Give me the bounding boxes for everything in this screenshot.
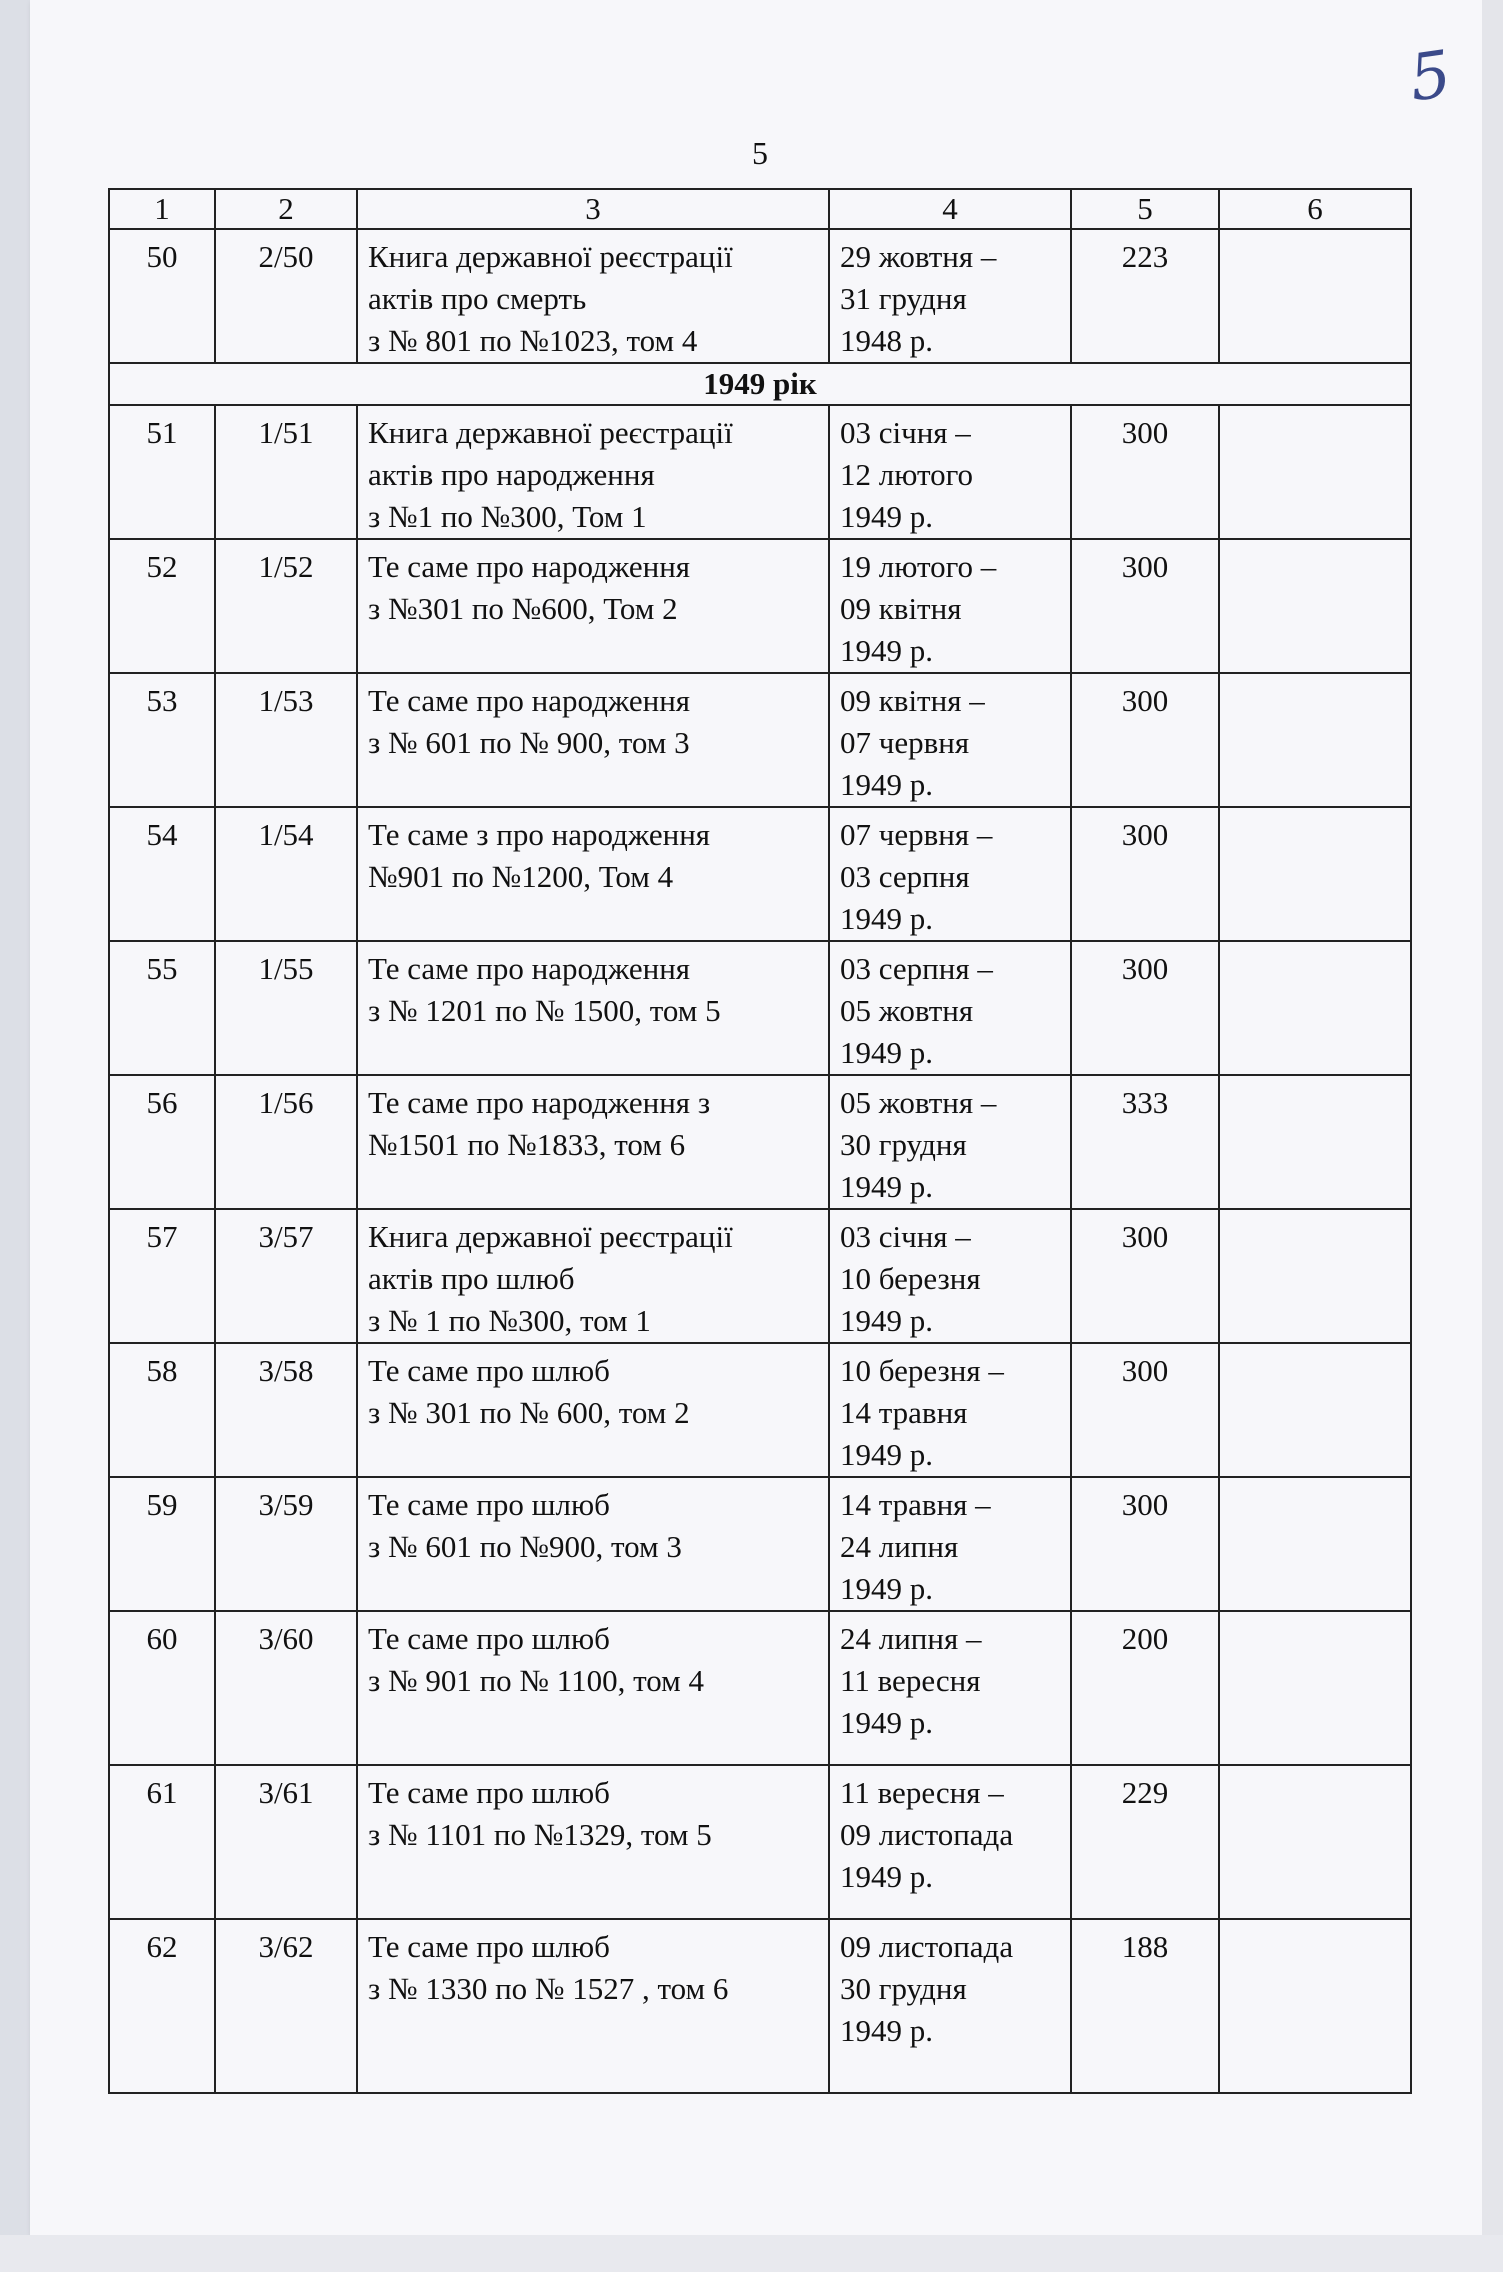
- date-range-line: 1949 р.: [840, 1437, 933, 1472]
- row-number-cell: 59: [109, 1477, 215, 1611]
- date-range-line: 1949 р.: [840, 901, 933, 936]
- date-range-line: 30 грудня: [840, 1127, 967, 1162]
- date-range-line: 14 травня: [840, 1395, 968, 1430]
- column-header: 3: [357, 189, 829, 229]
- date-range-line: 09 листопада: [840, 1929, 1014, 1964]
- file-title-line: Те саме про шлюб: [368, 1487, 610, 1522]
- row-number-cell: 50: [109, 229, 215, 363]
- table-row: [109, 539, 1411, 673]
- file-title-line: Те саме про народження: [368, 683, 691, 718]
- file-title-line: актів про шлюб: [368, 1261, 575, 1296]
- page-count-cell: 300: [1071, 1343, 1219, 1477]
- page-count-cell: 300: [1071, 941, 1219, 1075]
- file-title-cell: [357, 1343, 829, 1477]
- date-range-cell: [829, 539, 1071, 673]
- file-code-cell: 3/59: [215, 1477, 357, 1611]
- date-range-line: 1949 р.: [840, 767, 933, 802]
- table-row: [109, 405, 1411, 539]
- date-range-cell: [829, 1919, 1071, 2093]
- table-row: [109, 941, 1411, 1075]
- date-range-line: 1949 р.: [840, 633, 933, 668]
- file-title-line: Книга державної реєстрації: [368, 415, 733, 450]
- file-code-cell: 1/51: [215, 405, 357, 539]
- file-title-line: з №1 по №300, Том 1: [368, 499, 647, 534]
- year-section-label: 1949 рік: [109, 363, 1411, 405]
- file-title-cell: [357, 1919, 829, 2093]
- file-title-line: актів про смерть: [368, 281, 587, 316]
- handwritten-page-number: 5: [1405, 37, 1456, 117]
- date-range-line: 09 квітня: [840, 591, 962, 626]
- file-title-cell: [357, 229, 829, 363]
- printed-page-number: 5: [752, 135, 768, 171]
- file-title-cell: [357, 1209, 829, 1343]
- date-range-line: 1949 р.: [840, 1035, 933, 1070]
- file-title-line: Те саме про народження: [368, 549, 691, 584]
- table-row: [109, 1919, 1411, 2093]
- file-title-line: з №301 по №600, Том 2: [368, 591, 678, 626]
- note-cell: [1219, 673, 1411, 807]
- file-title-line: №901 по №1200, Том 4: [368, 859, 674, 894]
- file-title-cell: [357, 405, 829, 539]
- date-range-line: 09 листопада: [840, 1817, 1014, 1852]
- page-count-cell: 300: [1071, 1477, 1219, 1611]
- row-number-cell: 62: [109, 1919, 215, 2093]
- file-title-line: з № 601 по № 900, том 3: [368, 725, 690, 760]
- table-row: [109, 1765, 1411, 1919]
- file-title-line: Те саме про шлюб: [368, 1929, 610, 1964]
- date-range-line: 10 березня: [840, 1261, 981, 1296]
- column-header: 1: [109, 189, 215, 229]
- note-cell: [1219, 807, 1411, 941]
- file-title-line: з № 301 по № 600, том 2: [368, 1395, 690, 1430]
- date-range-line: 09 квітня –: [840, 683, 985, 718]
- file-title-line: з № 1201 по № 1500, том 5: [368, 993, 721, 1028]
- page-count-cell: 188: [1071, 1919, 1219, 2093]
- date-range-cell: [829, 229, 1071, 363]
- row-number-cell: 51: [109, 405, 215, 539]
- note-cell: [1219, 539, 1411, 673]
- date-range-cell: [829, 1477, 1071, 1611]
- date-range-line: 03 серпня –: [840, 951, 993, 986]
- file-code-cell: 3/57: [215, 1209, 357, 1343]
- file-title-cell: [357, 539, 829, 673]
- file-title-line: Книга державної реєстрації: [368, 1219, 733, 1254]
- page-bottom-edge: [0, 2235, 1503, 2272]
- file-title-line: Те саме про шлюб: [368, 1775, 610, 1810]
- file-title-line: з № 1101 по №1329, том 5: [368, 1817, 712, 1852]
- page-count-cell: 300: [1071, 807, 1219, 941]
- file-title-line: з № 601 по №900, том 3: [368, 1529, 682, 1564]
- date-range-line: 19 лютого –: [840, 549, 997, 584]
- row-number-cell: 53: [109, 673, 215, 807]
- page-count-cell: 300: [1071, 673, 1219, 807]
- note-cell: [1219, 1343, 1411, 1477]
- row-number-cell: 57: [109, 1209, 215, 1343]
- date-range-cell: [829, 1765, 1071, 1919]
- column-header-row: [109, 189, 1411, 229]
- file-title-cell: [357, 1611, 829, 1765]
- date-range-cell: [829, 405, 1071, 539]
- column-header: 5: [1071, 189, 1219, 229]
- page-count-cell: 333: [1071, 1075, 1219, 1209]
- file-title-line: з № 1 по №300, том 1: [368, 1303, 651, 1338]
- file-code-cell: 3/58: [215, 1343, 357, 1477]
- page-count-cell: 300: [1071, 405, 1219, 539]
- date-range-cell: [829, 1611, 1071, 1765]
- file-title-line: №1501 по №1833, том 6: [368, 1127, 686, 1162]
- row-number-cell: 55: [109, 941, 215, 1075]
- date-range-line: 1949 р.: [840, 1571, 933, 1606]
- file-code-cell: 3/61: [215, 1765, 357, 1919]
- file-title-line: Книга державної реєстрації: [368, 239, 733, 274]
- note-cell: [1219, 1919, 1411, 2093]
- file-title-line: Те саме про народження: [368, 951, 691, 986]
- date-range-line: 12 лютого: [840, 457, 974, 492]
- page-count-cell: 300: [1071, 1209, 1219, 1343]
- note-cell: [1219, 229, 1411, 363]
- date-range-line: 03 серпня: [840, 859, 970, 894]
- date-range-cell: [829, 807, 1071, 941]
- note-cell: [1219, 1765, 1411, 1919]
- file-title-line: Те саме з про народження: [368, 817, 711, 852]
- note-cell: [1219, 1209, 1411, 1343]
- date-range-cell: [829, 673, 1071, 807]
- row-number-cell: 54: [109, 807, 215, 941]
- file-code-cell: 1/54: [215, 807, 357, 941]
- table-row: [109, 1075, 1411, 1209]
- date-range-line: 29 жовтня –: [840, 239, 997, 274]
- date-range-cell: [829, 941, 1071, 1075]
- page-edge: [1482, 0, 1503, 2272]
- date-range-line: 1949 р.: [840, 1859, 933, 1894]
- page-count-cell: 300: [1071, 539, 1219, 673]
- note-cell: [1219, 1477, 1411, 1611]
- file-code-cell: 2/50: [215, 229, 357, 363]
- row-number-cell: 58: [109, 1343, 215, 1477]
- table-row: [109, 1477, 1411, 1611]
- row-number-cell: 60: [109, 1611, 215, 1765]
- file-title-line: актів про народження: [368, 457, 655, 492]
- file-code-cell: 1/55: [215, 941, 357, 1075]
- page-count-cell: 200: [1071, 1611, 1219, 1765]
- file-code-cell: 1/56: [215, 1075, 357, 1209]
- file-code-cell: 3/62: [215, 1919, 357, 2093]
- date-range-line: 1949 р.: [840, 1303, 933, 1338]
- date-range-line: 03 січня –: [840, 415, 971, 450]
- file-title-cell: [357, 1765, 829, 1919]
- column-header: 4: [829, 189, 1071, 229]
- date-range-line: 30 грудня: [840, 1971, 967, 2006]
- date-range-line: 1949 р.: [840, 1169, 933, 1204]
- file-code-cell: 1/53: [215, 673, 357, 807]
- date-range-cell: [829, 1209, 1071, 1343]
- date-range-line: 05 жовтня –: [840, 1085, 997, 1120]
- date-range-line: 24 липня –: [840, 1621, 982, 1656]
- note-cell: [1219, 405, 1411, 539]
- table-row: [109, 1209, 1411, 1343]
- file-title-cell: [357, 1075, 829, 1209]
- date-range-line: 10 березня –: [840, 1353, 1004, 1388]
- date-range-line: 11 вересня: [840, 1663, 981, 1698]
- date-range-line: 14 травня –: [840, 1487, 991, 1522]
- date-range-line: 1949 р.: [840, 2013, 933, 2048]
- page-count-cell: 229: [1071, 1765, 1219, 1919]
- file-title-line: з № 801 по №1023, том 4: [368, 323, 698, 358]
- table-row: [109, 807, 1411, 941]
- date-range-line: 31 грудня: [840, 281, 967, 316]
- date-range-line: 05 жовтня: [840, 993, 974, 1028]
- file-title-line: Те саме про шлюб: [368, 1621, 610, 1656]
- table-row: [109, 229, 1411, 363]
- file-title-line: з № 1330 по № 1527 , том 6: [368, 1971, 729, 2006]
- file-title-line: з № 901 по № 1100, том 4: [368, 1663, 705, 1698]
- note-cell: [1219, 1611, 1411, 1765]
- date-range-line: 1948 р.: [840, 323, 933, 358]
- row-number-cell: 56: [109, 1075, 215, 1209]
- year-section-row: [109, 363, 1411, 405]
- page-count-cell: 223: [1071, 229, 1219, 363]
- date-range-line: 07 червня –: [840, 817, 993, 852]
- file-code-cell: 3/60: [215, 1611, 357, 1765]
- file-code-cell: 1/52: [215, 539, 357, 673]
- file-title-cell: [357, 941, 829, 1075]
- date-range-line: 1949 р.: [840, 1705, 933, 1740]
- file-title-cell: [357, 673, 829, 807]
- file-title-line: Те саме про шлюб: [368, 1353, 610, 1388]
- row-number-cell: 52: [109, 539, 215, 673]
- column-header: 2: [215, 189, 357, 229]
- column-header: 6: [1219, 189, 1411, 229]
- table-row: [109, 1343, 1411, 1477]
- registry-table: [108, 188, 1412, 2094]
- date-range-line: 07 червня: [840, 725, 970, 760]
- file-title-cell: [357, 1477, 829, 1611]
- date-range-cell: [829, 1075, 1071, 1209]
- note-cell: [1219, 1075, 1411, 1209]
- note-cell: [1219, 941, 1411, 1075]
- file-title-line: Те саме про народження з: [368, 1085, 711, 1120]
- table-row: [109, 673, 1411, 807]
- file-title-cell: [357, 807, 829, 941]
- date-range-cell: [829, 1343, 1071, 1477]
- date-range-line: 03 січня –: [840, 1219, 971, 1254]
- date-range-line: 11 вересня –: [840, 1775, 1004, 1810]
- date-range-line: 24 липня: [840, 1529, 959, 1564]
- table-row: [109, 1611, 1411, 1765]
- row-number-cell: 61: [109, 1765, 215, 1919]
- date-range-line: 1949 р.: [840, 499, 933, 534]
